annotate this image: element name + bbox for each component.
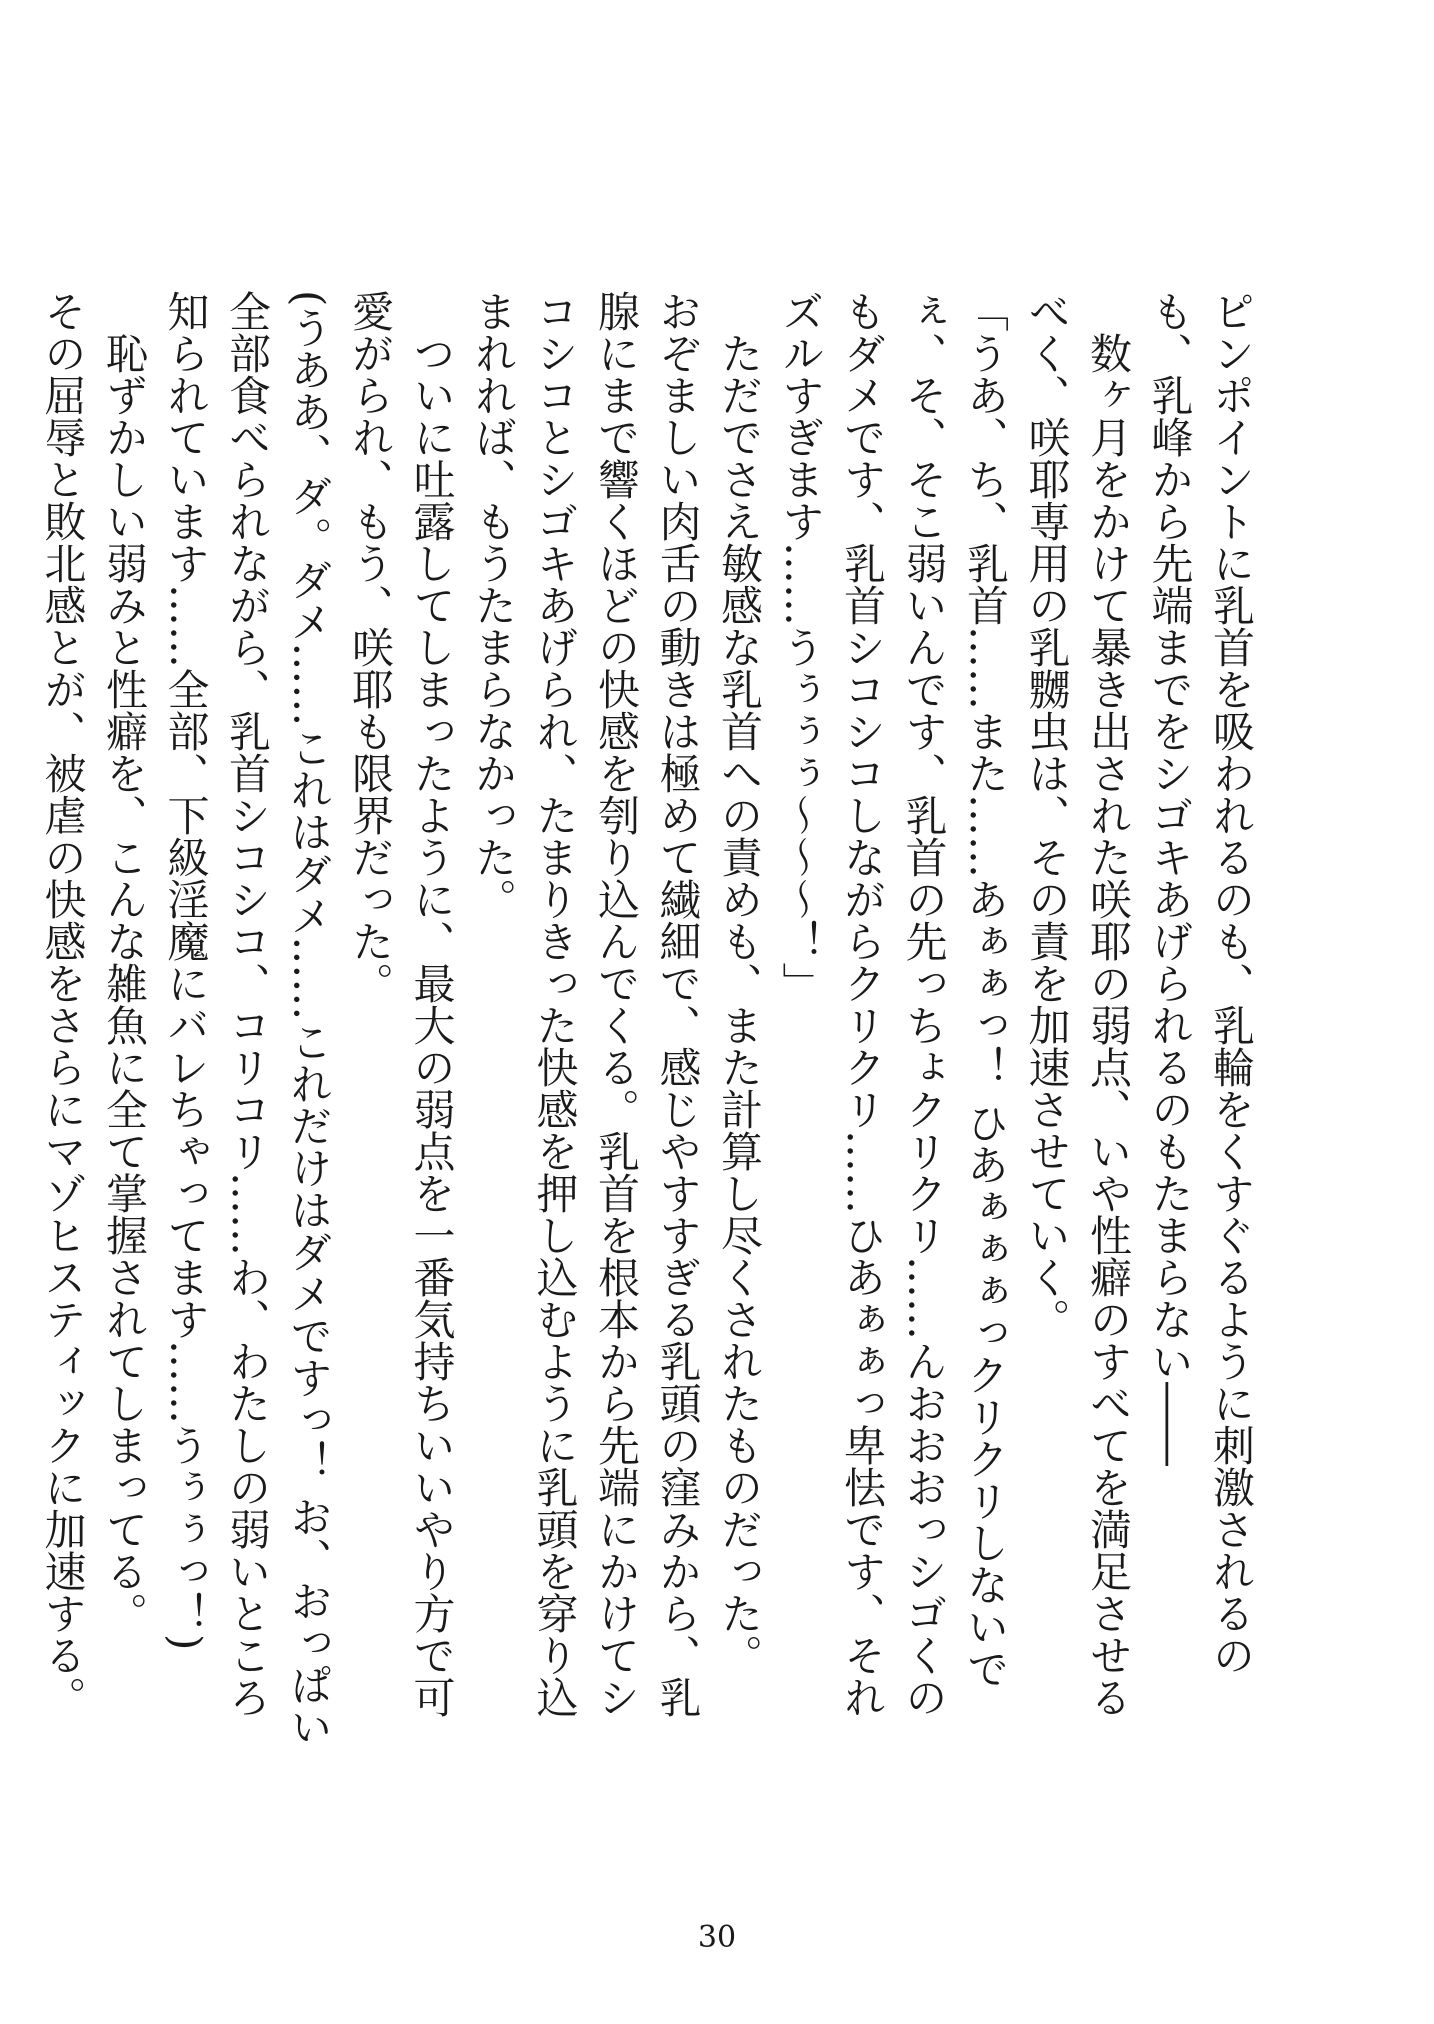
paragraph-5: おぞましい肉舌の動きは極めて繊細で、感じやすすぎる乳頭の窪みから、乳腺にまで響くほどの快感を刳り込んでくる。乳首を根本から先端にかけてシコシコとシゴキあげられ、たまりきった快感を押し込むように乳頭を穿り込まれれば、もうたまらなかった。 [469, 290, 703, 1718]
paragraph-9: その屈辱と敗北感とが、被虐の快感をさらにマゾヒスティックに加速する。 [38, 290, 88, 1718]
paragraph-2: 数ヶ月をかけて暴き出された咲耶の弱点、いや性癖のすべてを満足させるべく、咲耶専用の乳嬲虫は、その責を加速させていく。 [1022, 290, 1133, 1718]
paragraph-3-dialogue: 「うあ、ち、乳首……また……あぁぁっ！ ひあぁぁぁっクリクリしないでぇ、そ、そこ弱いんです、乳首の先っちょクリクリ……んおおおっシゴくのもダメです、乳首シコシコしながらクリクリ……ひあぁぁっ卑怯です、それズルすぎます……うぅぅぅ～～～！」 [776, 290, 1010, 1718]
paragraph-1: ピンポイントに乳首を吸われるのも、乳輪をくすぐるように刺激されるのも、乳峰から先端までをシゴキあげられるのもたまらない―― [1145, 290, 1256, 1676]
page-number: 30 [697, 1920, 737, 1955]
paragraph-6: ついに吐露してしまったように、最大の弱点を一番気持ちいいやり方で可愛がられ、もう、咲耶も限界だった。 [346, 290, 457, 1718]
paragraph-7-thought: (うああ、ダ。ダメ……これはダメ……これだけはダメですっ！ お、おっぱい全部食べられながら、乳首シコシコ、コリコリ……わ、わたしの弱いところ知られています……全部、下級淫魔にバレちゃってます……うぅぅっ！) [161, 290, 334, 1748]
paragraph-4: ただでさえ敏感な乳首への責めも、また計算し尽くされたものだった。 [715, 332, 764, 1676]
vertical-body-text [38, 290, 1262, 1750]
paragraph-8: 恥ずかしい弱みと性癖を、こんな雑魚に全て掌握されてしまってる。 [100, 332, 149, 1634]
